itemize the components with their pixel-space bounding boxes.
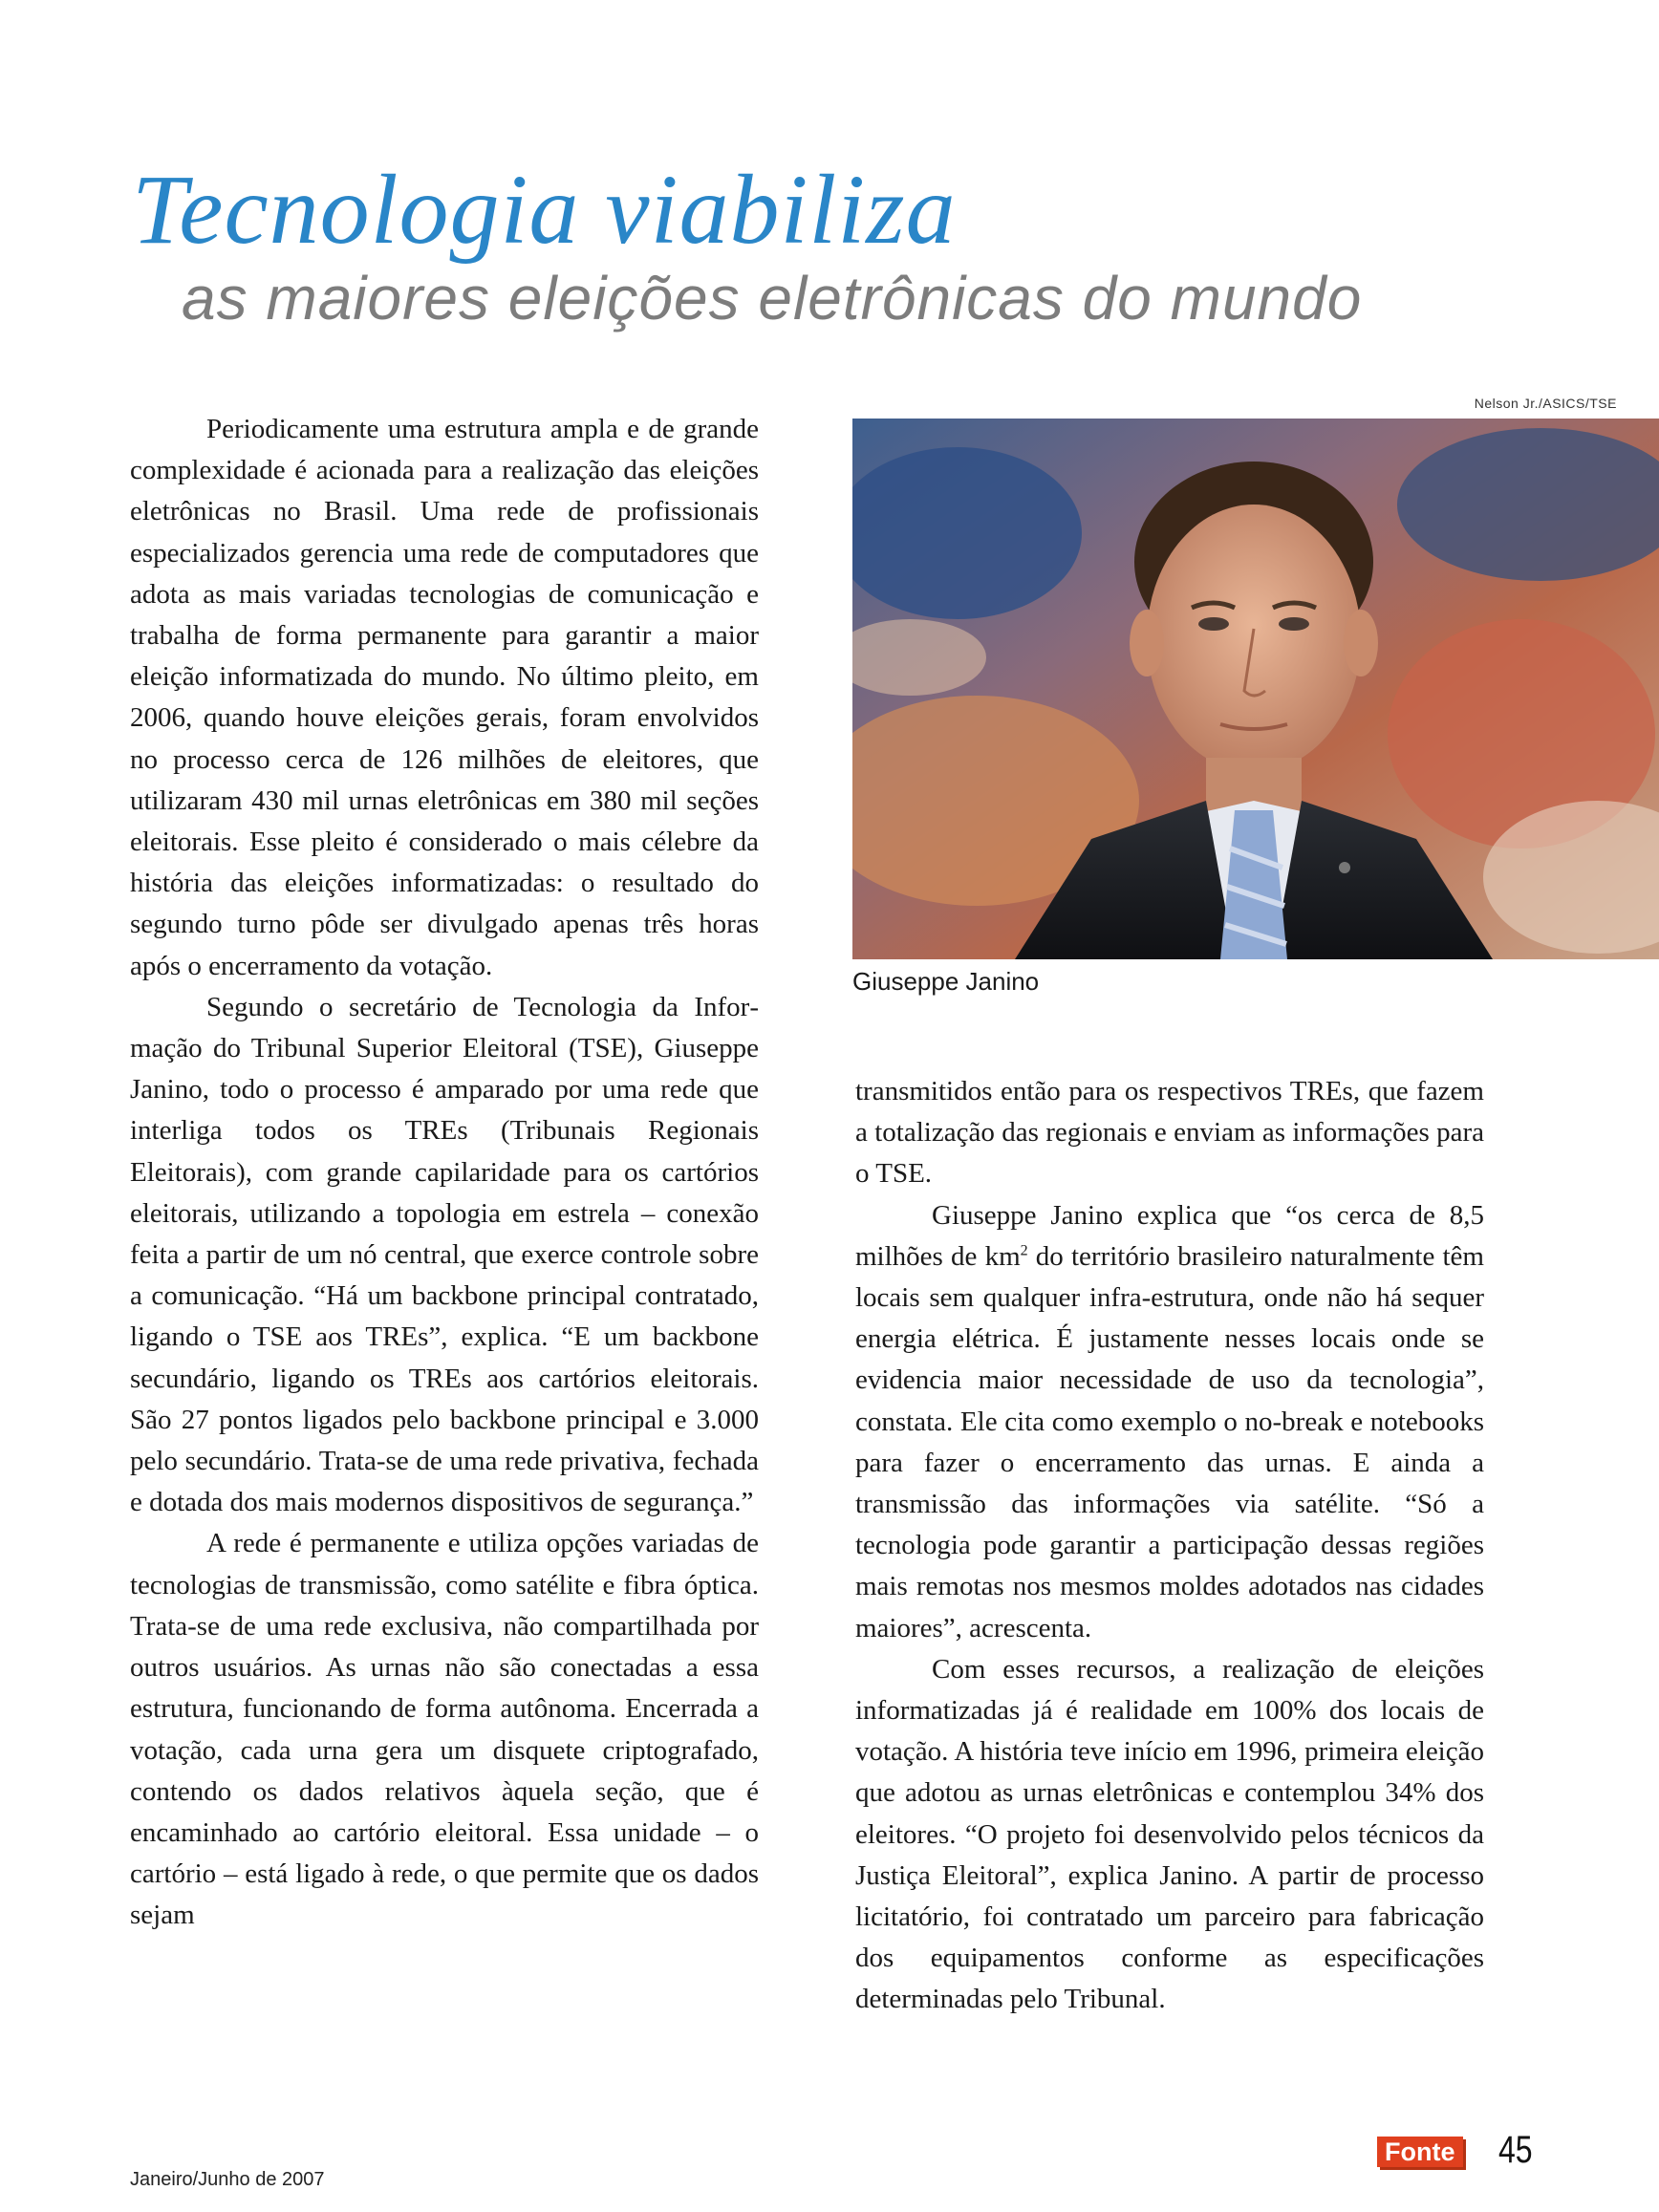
paragraph: Segundo o secretário de Tecnologia da Informação do Tribunal Superior Eleitoral (TSE), Giuseppe Janino, todo o processo é amparado por uma rede que interliga todos os TREs (Tribunais Regionais Eleitorais), com grande capilaridade para os cartórios eleitorais, utilizando a topologia em estrela – conexão feita a partir de um nó central, que exerce controle sobre a comunicação. “Há um backbone principal contratado, ligando o TSE aos TREs”, explica. “E um backbone secundário, ligando os TREs aos cartórios eleitorais. São 27 pontos ligados pelo backbone principal e 3.000 pelo secundário. Trata-se de uma rede privativa, fechada e dotada dos mais modernos dispositivos de segurança.” (130, 991, 759, 1518)
paragraph: A rede é permanente e utiliza opções variadas de tecnologias de transmissão, como satélite e fibra óptica. Trata-se de uma rede exclusiva, não compartilhada por outros usuários. As urnas não são conectadas a essa estrutura, funcionando de forma autônoma. Encerrada a votação, cada urna gera um disquete criptografado, contendo os dados relativos àquela seção, que é encaminhado ao cartório eleitoral. Essa unidade – o cartório – está ligado à rede, o que permite que os dados sejam (130, 1528, 759, 1931)
paragraph: Com esses recursos, a realização de eleições informatizadas já é realidade em 100% dos locais de votação. A história teve início em 1996, primeira eleição que adotou as urnas eletrônicas e contemplou 34% dos eleitores. “O projeto foi desenvolvido pelos técnicos da Justiça Eleitoral”, explica Janino. A partir de processo licitatório, foi contratado um parceiro para fabricação dos equipamentos conforme as especificações determinadas pelo Tribunal. (855, 1653, 1484, 2015)
paragraph: transmitidos então para os respectivos TREs, que fazem a totalização das regionais e enviam as informações para o TSE. (855, 1076, 1484, 1190)
issue-date: Janeiro/Junho de 2007 (130, 2169, 325, 2190)
photo-credit: Nelson Jr./ASICS/TSE (1474, 396, 1617, 411)
page-number: 45 (1498, 2129, 1533, 2171)
article-title: Tecnologia viabiliza (132, 155, 957, 265)
paragraph (855, 1195, 1484, 1649)
text-run: do território brasileiro naturalmente têm locais sem qualquer infra-estrutura, onde não há sequer energia elétrica. É justamente nesses locais onde se evidencia maior necessidade de uso da tecnologia”, constata. Ele cita como exemplo o no-break e notebooks para fazer o encerramento das urnas. E ainda a transmissão das informações via satélite. “Só a tecnologia pode garantir a participação dessas regiões mais remotas nos mesmos moldes adotados nas cidades maiores”, acrescenta. (855, 1240, 1484, 1643)
paragraph: Periodicamente uma estrutura ampla e de grande complexidade é acionada para a realização das eleições eletrônicas no Brasil. Uma rede de profissionais especializados gerencia uma rede de computadores que adota as mais variadas tecnologias de comunicação e trabalha de forma permanente para garantir a maior eleição informatizada do mundo. No último pleito, em 2006, quando houve eleições gerais, foram envolvidos no processo cerca de 126 milhões de eleitores, que utilizaram 430 mil urnas eletrônicas em 380 mil seções eleitorais. Esse pleito é considerado o mais célebre da história das eleições informatizadas: o resultado do segundo turno pôde ser divulgado apenas três horas após o encerramento da votação. (130, 414, 759, 981)
article-column-left (130, 409, 759, 1937)
magazine-logo: Fonte (1377, 2137, 1463, 2167)
article-subtitle: as maiores eleições eletrônicas do mundo (182, 264, 1363, 333)
article-column-right (855, 1071, 1484, 2021)
photo-caption: Giuseppe Janino (852, 967, 1040, 996)
portrait-photo (852, 419, 1659, 959)
superscript: 2 (1020, 1242, 1028, 1259)
text-run: Giuseppe Janino explica que “os cerca de 8,5 milhões de km (855, 1199, 1484, 1272)
